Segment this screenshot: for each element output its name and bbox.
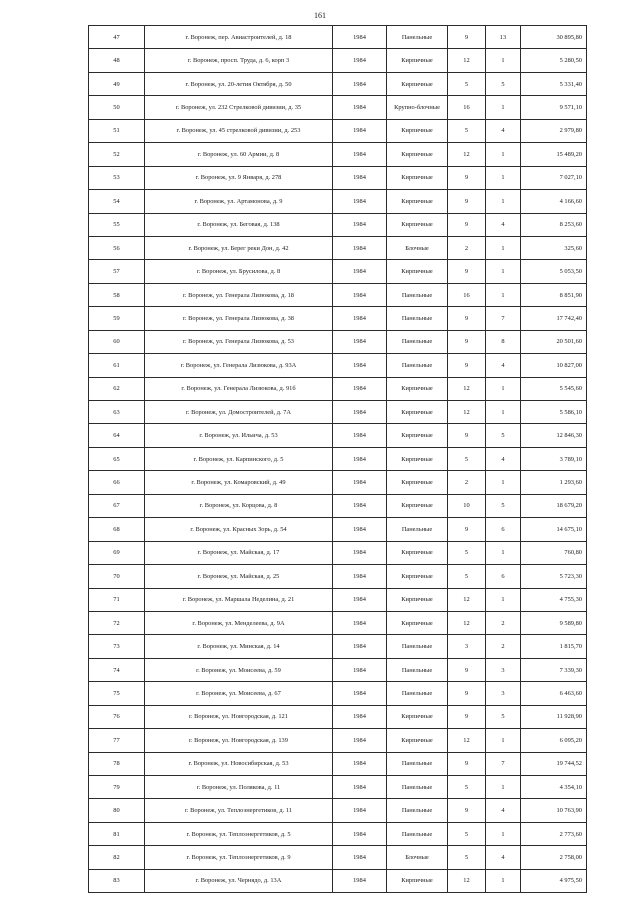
year-built-cell: 1984	[333, 705, 387, 728]
table-row	[89, 213, 587, 236]
wall-material-cell: Крупно-блочные	[387, 96, 448, 119]
entrance-count-cell: 1	[486, 236, 521, 259]
address-cell: г. Воронеж, ул. Ильича, д. 53	[145, 424, 333, 447]
wall-material-cell: Панельные	[387, 26, 448, 49]
address-cell: г. Воронеж, ул. Генерала Лизюкова, д. 18	[145, 283, 333, 306]
entrance-count-cell: 1	[486, 143, 521, 166]
address-cell: г. Воронеж, ул. 9 Января, д. 278	[145, 166, 333, 189]
address-cell: г. Воронеж, ул. Моисеева, д. 67	[145, 682, 333, 705]
total-area-cell: 2 773,60	[521, 822, 587, 845]
entrance-count-cell: 1	[486, 729, 521, 752]
floor-count-cell: 12	[448, 143, 486, 166]
table-row	[89, 705, 587, 728]
page-number: 161	[314, 11, 326, 20]
year-built-cell: 1984	[333, 447, 387, 470]
year-built-cell: 1984	[333, 658, 387, 681]
entrance-count-cell: 4	[486, 119, 521, 142]
address-cell: г. Воронеж, ул. Домостроителей, д. 7А	[145, 401, 333, 424]
year-built-cell: 1984	[333, 799, 387, 822]
table-row	[89, 26, 587, 49]
table-row	[89, 682, 587, 705]
total-area-cell: 3 789,10	[521, 447, 587, 470]
row-number-cell: 52	[89, 143, 145, 166]
address-cell: г. Воронеж, ул. 20-летия Октября, д. 50	[145, 72, 333, 95]
floor-count-cell: 9	[448, 190, 486, 213]
wall-material-cell: Кирпичные	[387, 869, 448, 892]
address-cell: г. Воронеж, ул. 232 Стрелковой дивизии, д. 35	[145, 96, 333, 119]
table-row	[89, 565, 587, 588]
address-cell: г. Воронеж, просп. Труда, д. 6, корп 3	[145, 49, 333, 72]
row-number-cell: 51	[89, 119, 145, 142]
entrance-count-cell: 2	[486, 611, 521, 634]
row-number-cell: 53	[89, 166, 145, 189]
table-row	[89, 260, 587, 283]
total-area-cell: 14 675,10	[521, 518, 587, 541]
address-cell: г. Воронеж, ул. 45 стрелковой дивизии, д. 253	[145, 119, 333, 142]
floor-count-cell: 9	[448, 658, 486, 681]
table-row	[89, 799, 587, 822]
total-area-cell: 5 723,30	[521, 565, 587, 588]
floor-count-cell: 5	[448, 447, 486, 470]
total-area-cell: 5 586,10	[521, 401, 587, 424]
row-number-cell: 70	[89, 565, 145, 588]
table-row	[89, 541, 587, 564]
floor-count-cell: 5	[448, 846, 486, 869]
floor-count-cell: 10	[448, 494, 486, 517]
wall-material-cell: Кирпичные	[387, 565, 448, 588]
floor-count-cell: 12	[448, 588, 486, 611]
total-area-cell: 15 489,20	[521, 143, 587, 166]
row-number-cell: 76	[89, 705, 145, 728]
row-number-cell: 58	[89, 283, 145, 306]
wall-material-cell: Кирпичные	[387, 447, 448, 470]
wall-material-cell: Панельные	[387, 518, 448, 541]
floor-count-cell: 9	[448, 518, 486, 541]
floor-count-cell: 12	[448, 49, 486, 72]
year-built-cell: 1984	[333, 424, 387, 447]
total-area-cell: 10 827,00	[521, 354, 587, 377]
entrance-count-cell: 7	[486, 752, 521, 775]
total-area-cell: 5 331,40	[521, 72, 587, 95]
entrance-count-cell: 6	[486, 565, 521, 588]
entrance-count-cell: 13	[486, 26, 521, 49]
year-built-cell: 1984	[333, 565, 387, 588]
row-number-cell: 69	[89, 541, 145, 564]
address-cell: г. Воронеж, ул. Минская, д. 14	[145, 635, 333, 658]
wall-material-cell: Кирпичные	[387, 729, 448, 752]
entrance-count-cell: 4	[486, 354, 521, 377]
year-built-cell: 1984	[333, 236, 387, 259]
row-number-cell: 49	[89, 72, 145, 95]
year-built-cell: 1984	[333, 26, 387, 49]
address-cell: г. Воронеж, ул. 60 Армии, д. 8	[145, 143, 333, 166]
housing-register-table	[88, 25, 587, 893]
row-number-cell: 75	[89, 682, 145, 705]
address-cell: г. Воронеж, ул. Генерала Лизюкова, д. 93А	[145, 354, 333, 377]
row-number-cell: 74	[89, 658, 145, 681]
table-row	[89, 776, 587, 799]
address-cell: г. Воронеж, ул. Менделеева, д. 9А	[145, 611, 333, 634]
year-built-cell: 1984	[333, 260, 387, 283]
row-number-cell: 62	[89, 377, 145, 400]
wall-material-cell: Панельные	[387, 822, 448, 845]
entrance-count-cell: 6	[486, 518, 521, 541]
floor-count-cell: 16	[448, 283, 486, 306]
wall-material-cell: Панельные	[387, 330, 448, 353]
address-cell: г. Воронеж, ул. Брусилова, д. 8	[145, 260, 333, 283]
total-area-cell: 6 463,60	[521, 682, 587, 705]
total-area-cell: 4 166,60	[521, 190, 587, 213]
address-cell: г. Воронеж, ул. Новгородская, д. 139	[145, 729, 333, 752]
row-number-cell: 71	[89, 588, 145, 611]
row-number-cell: 50	[89, 96, 145, 119]
row-number-cell: 82	[89, 846, 145, 869]
row-number-cell: 83	[89, 869, 145, 892]
total-area-cell: 10 763,90	[521, 799, 587, 822]
year-built-cell: 1984	[333, 119, 387, 142]
year-built-cell: 1984	[333, 518, 387, 541]
floor-count-cell: 5	[448, 541, 486, 564]
year-built-cell: 1984	[333, 213, 387, 236]
year-built-cell: 1984	[333, 307, 387, 330]
year-built-cell: 1984	[333, 729, 387, 752]
entrance-count-cell: 5	[486, 494, 521, 517]
total-area-cell: 8 851,90	[521, 283, 587, 306]
wall-material-cell: Кирпичные	[387, 143, 448, 166]
entrance-count-cell: 1	[486, 166, 521, 189]
year-built-cell: 1984	[333, 72, 387, 95]
floor-count-cell: 9	[448, 213, 486, 236]
total-area-cell: 17 742,40	[521, 307, 587, 330]
floor-count-cell: 9	[448, 682, 486, 705]
table-row	[89, 611, 587, 634]
address-cell: г. Воронеж, ул. Беговая, д. 138	[145, 213, 333, 236]
address-cell: г. Воронеж, ул. Майская, д. 17	[145, 541, 333, 564]
total-area-cell: 1 815,70	[521, 635, 587, 658]
year-built-cell: 1984	[333, 96, 387, 119]
table-row	[89, 330, 587, 353]
floor-count-cell: 12	[448, 611, 486, 634]
floor-count-cell: 9	[448, 424, 486, 447]
wall-material-cell: Кирпичные	[387, 424, 448, 447]
table-row	[89, 143, 587, 166]
total-area-cell: 2 979,80	[521, 119, 587, 142]
floor-count-cell: 5	[448, 72, 486, 95]
wall-material-cell: Кирпичные	[387, 49, 448, 72]
table-row	[89, 119, 587, 142]
row-number-cell: 55	[89, 213, 145, 236]
total-area-cell: 5 545,60	[521, 377, 587, 400]
entrance-count-cell: 1	[486, 541, 521, 564]
wall-material-cell: Панельные	[387, 776, 448, 799]
entrance-count-cell: 4	[486, 447, 521, 470]
table-row	[89, 518, 587, 541]
floor-count-cell: 5	[448, 822, 486, 845]
year-built-cell: 1984	[333, 776, 387, 799]
total-area-cell: 5 053,50	[521, 260, 587, 283]
table-row	[89, 658, 587, 681]
table-row	[89, 377, 587, 400]
year-built-cell: 1984	[333, 354, 387, 377]
wall-material-cell: Кирпичные	[387, 72, 448, 95]
wall-material-cell: Панельные	[387, 354, 448, 377]
year-built-cell: 1984	[333, 471, 387, 494]
table-row	[89, 401, 587, 424]
total-area-cell: 9 571,10	[521, 96, 587, 119]
row-number-cell: 56	[89, 236, 145, 259]
row-number-cell: 73	[89, 635, 145, 658]
table-body	[89, 26, 587, 893]
wall-material-cell: Блочные	[387, 846, 448, 869]
row-number-cell: 61	[89, 354, 145, 377]
table-row	[89, 635, 587, 658]
entrance-count-cell: 3	[486, 658, 521, 681]
table-row	[89, 588, 587, 611]
entrance-count-cell: 1	[486, 377, 521, 400]
address-cell: г. Воронеж, пер. Авиастроителей, д. 18	[145, 26, 333, 49]
table-row	[89, 283, 587, 306]
row-number-cell: 67	[89, 494, 145, 517]
floor-count-cell: 5	[448, 565, 486, 588]
year-built-cell: 1984	[333, 635, 387, 658]
total-area-cell: 18 679,20	[521, 494, 587, 517]
address-cell: г. Воронеж, ул. Новгородская, д. 121	[145, 705, 333, 728]
wall-material-cell: Кирпичные	[387, 401, 448, 424]
floor-count-cell: 2	[448, 236, 486, 259]
entrance-count-cell: 1	[486, 260, 521, 283]
row-number-cell: 72	[89, 611, 145, 634]
total-area-cell: 11 928,90	[521, 705, 587, 728]
table-row	[89, 307, 587, 330]
total-area-cell: 6 095,20	[521, 729, 587, 752]
wall-material-cell: Кирпичные	[387, 705, 448, 728]
floor-count-cell: 9	[448, 26, 486, 49]
row-number-cell: 81	[89, 822, 145, 845]
row-number-cell: 63	[89, 401, 145, 424]
total-area-cell: 7 339,30	[521, 658, 587, 681]
row-number-cell: 54	[89, 190, 145, 213]
wall-material-cell: Кирпичные	[387, 588, 448, 611]
table-row	[89, 752, 587, 775]
table-row	[89, 494, 587, 517]
table-row	[89, 869, 587, 892]
year-built-cell: 1984	[333, 283, 387, 306]
entrance-count-cell: 2	[486, 635, 521, 658]
wall-material-cell: Панельные	[387, 658, 448, 681]
address-cell: г. Воронеж, ул. Теплоэнергетиков, д. 9	[145, 846, 333, 869]
row-number-cell: 60	[89, 330, 145, 353]
entrance-count-cell: 1	[486, 283, 521, 306]
floor-count-cell: 9	[448, 354, 486, 377]
floor-count-cell: 12	[448, 377, 486, 400]
entrance-count-cell: 4	[486, 799, 521, 822]
row-number-cell: 59	[89, 307, 145, 330]
floor-count-cell: 3	[448, 635, 486, 658]
total-area-cell: 8 253,60	[521, 213, 587, 236]
year-built-cell: 1984	[333, 166, 387, 189]
total-area-cell: 7 027,10	[521, 166, 587, 189]
total-area-cell: 4 755,30	[521, 588, 587, 611]
address-cell: г. Воронеж, ул. Генерала Лизюкова, д. 91б	[145, 377, 333, 400]
total-area-cell: 760,80	[521, 541, 587, 564]
wall-material-cell: Панельные	[387, 752, 448, 775]
entrance-count-cell: 3	[486, 682, 521, 705]
row-number-cell: 47	[89, 26, 145, 49]
table-row	[89, 447, 587, 470]
floor-count-cell: 9	[448, 166, 486, 189]
wall-material-cell: Панельные	[387, 283, 448, 306]
address-cell: г. Воронеж, ул. Майская, д. 25	[145, 565, 333, 588]
address-cell: г. Воронеж, ул. Полякова, д. 11	[145, 776, 333, 799]
address-cell: г. Воронеж, ул. Комаровский, д. 49	[145, 471, 333, 494]
wall-material-cell: Панельные	[387, 307, 448, 330]
year-built-cell: 1984	[333, 401, 387, 424]
wall-material-cell: Кирпичные	[387, 494, 448, 517]
entrance-count-cell: 1	[486, 588, 521, 611]
row-number-cell: 65	[89, 447, 145, 470]
entrance-count-cell: 5	[486, 705, 521, 728]
total-area-cell: 19 744,52	[521, 752, 587, 775]
table-row	[89, 72, 587, 95]
total-area-cell: 5 280,50	[521, 49, 587, 72]
year-built-cell: 1984	[333, 494, 387, 517]
table-row	[89, 49, 587, 72]
floor-count-cell: 2	[448, 471, 486, 494]
entrance-count-cell: 1	[486, 471, 521, 494]
wall-material-cell: Панельные	[387, 635, 448, 658]
address-cell: г. Воронеж, ул. Маршала Неделина, д. 21	[145, 588, 333, 611]
row-number-cell: 80	[89, 799, 145, 822]
total-area-cell: 1 293,60	[521, 471, 587, 494]
table-row	[89, 96, 587, 119]
year-built-cell: 1984	[333, 541, 387, 564]
address-cell: г. Воронеж, ул. Красных Зорь, д. 54	[145, 518, 333, 541]
entrance-count-cell: 1	[486, 190, 521, 213]
table-row	[89, 424, 587, 447]
address-cell: г. Воронеж, ул. Берег реки Дон, д. 42	[145, 236, 333, 259]
table-row	[89, 166, 587, 189]
total-area-cell: 30 895,80	[521, 26, 587, 49]
floor-count-cell: 9	[448, 330, 486, 353]
total-area-cell: 325,60	[521, 236, 587, 259]
year-built-cell: 1984	[333, 190, 387, 213]
total-area-cell: 9 589,80	[521, 611, 587, 634]
total-area-cell: 4 975,50	[521, 869, 587, 892]
table-row	[89, 822, 587, 845]
address-cell: г. Воронеж, ул. Новосибирская, д. 53	[145, 752, 333, 775]
wall-material-cell: Панельные	[387, 682, 448, 705]
row-number-cell: 48	[89, 49, 145, 72]
row-number-cell: 79	[89, 776, 145, 799]
floor-count-cell: 5	[448, 776, 486, 799]
address-cell: г. Воронеж, ул. Генерала Лизюкова, д. 53	[145, 330, 333, 353]
floor-count-cell: 9	[448, 799, 486, 822]
floor-count-cell: 9	[448, 307, 486, 330]
floor-count-cell: 12	[448, 729, 486, 752]
row-number-cell: 77	[89, 729, 145, 752]
floor-count-cell: 12	[448, 869, 486, 892]
table-row	[89, 236, 587, 259]
entrance-count-cell: 4	[486, 213, 521, 236]
address-cell: г. Воронеж, ул. Чернядо, д. 13А	[145, 869, 333, 892]
entrance-count-cell: 1	[486, 49, 521, 72]
row-number-cell: 68	[89, 518, 145, 541]
year-built-cell: 1984	[333, 49, 387, 72]
wall-material-cell: Кирпичные	[387, 213, 448, 236]
wall-material-cell: Кирпичные	[387, 190, 448, 213]
year-built-cell: 1984	[333, 822, 387, 845]
address-cell: г. Воронеж, ул. Моисеева, д. 59	[145, 658, 333, 681]
entrance-count-cell: 5	[486, 72, 521, 95]
year-built-cell: 1984	[333, 846, 387, 869]
address-cell: г. Воронеж, ул. Теплоэнергетиков, д. 11	[145, 799, 333, 822]
wall-material-cell: Кирпичные	[387, 260, 448, 283]
address-cell: г. Воронеж, ул. Корцова, д. 8	[145, 494, 333, 517]
address-cell: г. Воронеж, ул. Артамонова, д. 9	[145, 190, 333, 213]
floor-count-cell: 5	[448, 119, 486, 142]
floor-count-cell: 9	[448, 752, 486, 775]
row-number-cell: 78	[89, 752, 145, 775]
total-area-cell: 2 758,00	[521, 846, 587, 869]
row-number-cell: 64	[89, 424, 145, 447]
table-row	[89, 190, 587, 213]
total-area-cell: 20 501,60	[521, 330, 587, 353]
total-area-cell: 12 846,30	[521, 424, 587, 447]
entrance-count-cell: 7	[486, 307, 521, 330]
address-cell: г. Воронеж, ул. Генерала Лизюкова, д. 38	[145, 307, 333, 330]
table-row	[89, 729, 587, 752]
wall-material-cell: Кирпичные	[387, 471, 448, 494]
wall-material-cell: Кирпичные	[387, 611, 448, 634]
table-row	[89, 354, 587, 377]
wall-material-cell: Кирпичные	[387, 119, 448, 142]
address-cell: г. Воронеж, ул. Карпинского, д. 5	[145, 447, 333, 470]
wall-material-cell: Кирпичные	[387, 541, 448, 564]
entrance-count-cell: 1	[486, 822, 521, 845]
year-built-cell: 1984	[333, 682, 387, 705]
row-number-cell: 57	[89, 260, 145, 283]
table-row	[89, 471, 587, 494]
wall-material-cell: Блочные	[387, 236, 448, 259]
year-built-cell: 1984	[333, 869, 387, 892]
floor-count-cell: 9	[448, 705, 486, 728]
entrance-count-cell: 1	[486, 776, 521, 799]
year-built-cell: 1984	[333, 377, 387, 400]
entrance-count-cell: 1	[486, 401, 521, 424]
wall-material-cell: Кирпичные	[387, 166, 448, 189]
floor-count-cell: 12	[448, 401, 486, 424]
entrance-count-cell: 5	[486, 424, 521, 447]
year-built-cell: 1984	[333, 611, 387, 634]
entrance-count-cell: 1	[486, 869, 521, 892]
wall-material-cell: Кирпичные	[387, 377, 448, 400]
row-number-cell: 66	[89, 471, 145, 494]
year-built-cell: 1984	[333, 588, 387, 611]
entrance-count-cell: 4	[486, 846, 521, 869]
table-row	[89, 846, 587, 869]
year-built-cell: 1984	[333, 330, 387, 353]
floor-count-cell: 16	[448, 96, 486, 119]
floor-count-cell: 9	[448, 260, 486, 283]
wall-material-cell: Панельные	[387, 799, 448, 822]
year-built-cell: 1984	[333, 752, 387, 775]
total-area-cell: 4 354,10	[521, 776, 587, 799]
year-built-cell: 1984	[333, 143, 387, 166]
entrance-count-cell: 1	[486, 96, 521, 119]
entrance-count-cell: 8	[486, 330, 521, 353]
address-cell: г. Воронеж, ул. Теплоэнергетиков, д. 5	[145, 822, 333, 845]
